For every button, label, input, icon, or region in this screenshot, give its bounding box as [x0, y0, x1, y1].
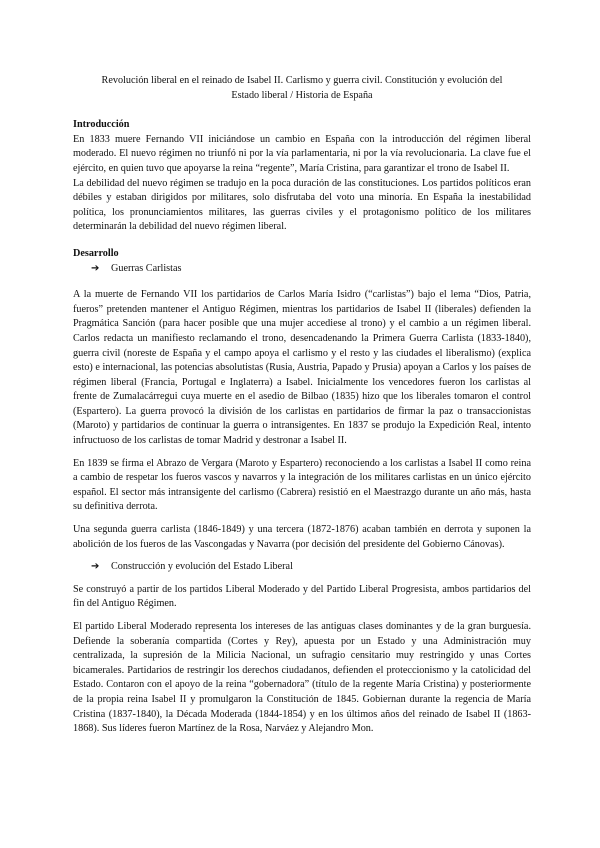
- intro-paragraph-1: En 1833 muere Fernando VII iniciándose un cambio en España con la introducción del régimen liberal moderado. El nuevo régimen no triunfó ni por la vía parlamentaria, ni por la vía revolucionaria. La clave fue el ejército, en quien tuvo que apoyarse la reina “regente”, María Cristina, para garantizar el trono de Isabel II.: [73, 133, 531, 174]
- title-line-1: Revolución liberal en el reinado de Isabel II. Carlismo y guerra civil. Constitución y evolución del: [101, 75, 503, 86]
- arrow-icon: ➔: [91, 262, 100, 274]
- document-title: [73, 74, 531, 103]
- bullet-guerras-carlistas: [91, 262, 531, 277]
- bullet-label: Guerras Carlistas: [111, 262, 182, 274]
- intro-paragraph-2: La debilidad del nuevo régimen se tradujo en la poca duración de las constituciones. Los partidos políticos eran débiles y estaban dirigidos por militares, solo disfrutaba del voto una minoría. En España la inestabilidad política, los pronunciamientos militares, las guerras civiles y el protagonismo político de los militares determinarán la debilidad del nuevo régimen liberal.: [73, 177, 531, 233]
- desarrollo-paragraph-2: En 1839 se firma el Abrazo de Vergara (Maroto y Espartero) reconociendo a los carlistas a Isabel II como reina a cambio de respetar los fueros vascos y navarros y la integración de los militares carlistas en un único ejército español. El sector más intransigente del carlismo (Cabrera) resistió en el Maestrazgo durante un año más, hasta su definitiva derrota.: [73, 457, 531, 513]
- document-page: [73, 74, 531, 737]
- desarrollo-heading: Desarrollo: [73, 247, 119, 259]
- desarrollo-paragraph-5: El partido Liberal Moderado representa los intereses de las antiguas clases dominantes y de la gran burguesía. Defiende la soberanía compartida (Cortes y Rey), apuesta por un Estado y una Administración muy centralizada, la supresión de la Milicia Nacional, un sufragio censitario muy restringido y unas Cortes bicamerales. Partidarios de restringir los derechos ciudadanos, defienden el proteccionismo y la catolicidad del Estado. Contaron con el apoyo de la reina “gobernadora” (título de la regente María Cristina) y posteriormente de la propia reina Isabel II y promulgaron la Constitución de 1845. Gobiernan durante la regencia de María Cristina (1837-1840), la Década Moderada (1844-1854) y en los últimos años del reinado de Isabel II (1863-1868). Sus líderes fueron Martínez de la Rosa, Narváez y Alejandro Mon.: [73, 621, 531, 735]
- desarrollo-paragraph-4: Se construyó a partir de los partidos Liberal Moderado y del Partido Liberal Progresista, ambos partidarios del fin del Antiguo Régimen.: [73, 583, 531, 610]
- title-line-2: Estado liberal / Historia de España: [231, 89, 373, 101]
- desarrollo-paragraph-1: A la muerte de Fernando VII los partidarios de Carlos María Isidro (“carlistas”) bajo el lema “Dios, Patria, fueros” pretenden mantener el Antiguo Régimen, mientras los partidarios de Isabel II (liberales) defienden la Pragmática Sanción (para hacer posible que una mujer accediese al trono) y el cambio a un régimen liberal. Carlos redacta un manifiesto reclamando el trono, desencadenando la Primera Guerra Carlista (1833-1840), guerra civil (noreste de España y el campo apoya el carlismo y el resto y las ciudades el liberalismo) (explica esto) e internacional, las potencias absolutistas (Rusia, Austria, Papado y Prusia) apoyan a Carlos y los países de régimen liberal (Francia, Portugal e Inglaterra) a Isabel. Inicialmente los vencedores fueron los carlistas al frente de Zumalacárregui cuya muerte en el asedio de Bilbao (1835) hizo que los liberales tomaron el control (Espartero). La guerra provocó la división de los carlistas en partidarios de firmar la paz o transaccionistas (Maroto) y partidarios de continuar la guerra o intransigentes. En 1837 se produjo la Expedición Real, intento infructuoso de los carlistas de tomar Madrid y destronar a Isabel II.: [73, 289, 531, 447]
- intro-heading: Introducción: [73, 119, 130, 131]
- arrow-icon: ➔: [91, 561, 100, 573]
- bullet-estado-liberal: [91, 560, 531, 575]
- bullet-label: Construcción y evolución del Estado Liberal: [111, 561, 293, 573]
- desarrollo-paragraph-3: Una segunda guerra carlista (1846-1849) y una tercera (1872-1876) acaban también en derrota y suponen la abolición de los fueros de las Vascongadas y Navarra (por decisión del presidente del Gobierno Cánovas).: [73, 524, 531, 550]
